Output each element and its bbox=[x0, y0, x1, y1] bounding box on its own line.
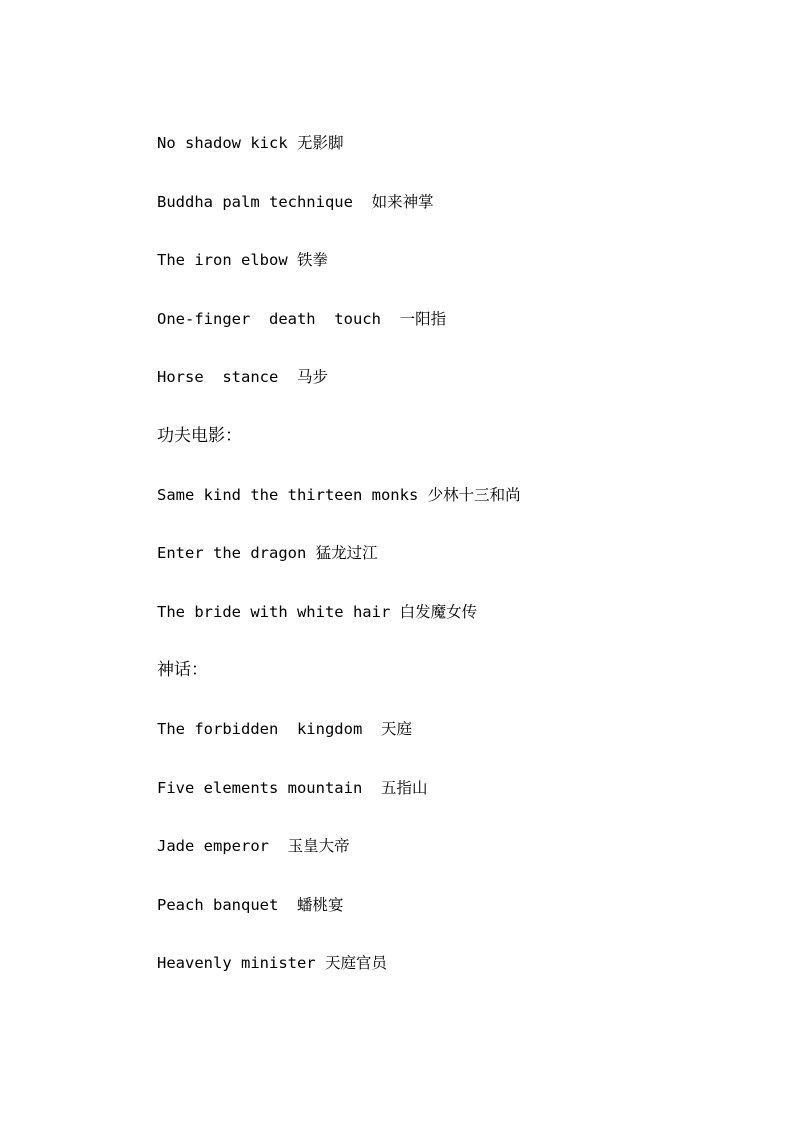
term-line-jade-emperor: Jade emperor 玉皇大帝 bbox=[157, 837, 350, 856]
term-line-thirteen-monks: Same kind the thirteen monks 少林十三和尚 bbox=[157, 485, 521, 504]
section-heading-kungfu-movies: 功夫电影： bbox=[157, 425, 242, 446]
term-line-heavenly-minister: Heavenly minister 天庭官员 bbox=[157, 954, 387, 973]
term-line-peach-banquet: Peach banquet 蟠桃宴 bbox=[157, 895, 344, 914]
term-line-five-elements: Five elements mountain 五指山 bbox=[157, 778, 428, 797]
term-line-horse-stance: Horse stance 马步 bbox=[157, 368, 328, 387]
term-line-enter-the-dragon: Enter the dragon 猛龙过江 bbox=[157, 544, 378, 563]
section-heading-mythology: 神话： bbox=[157, 660, 208, 681]
term-line-one-finger: One-finger death touch 一阳指 bbox=[157, 309, 447, 328]
term-line-iron-elbow: The iron elbow 铁拳 bbox=[157, 251, 328, 270]
term-line-no-shadow-kick: No shadow kick 无影脚 bbox=[157, 134, 344, 152]
document-body bbox=[157, 131, 521, 1010]
term-line-forbidden-kingdom: The forbidden kingdom 天庭 bbox=[157, 719, 412, 738]
term-line-buddha-palm: Buddha palm technique 如来神掌 bbox=[157, 192, 434, 211]
term-line-bride-white-hair: The bride with white hair 白发魔女传 bbox=[157, 602, 478, 621]
